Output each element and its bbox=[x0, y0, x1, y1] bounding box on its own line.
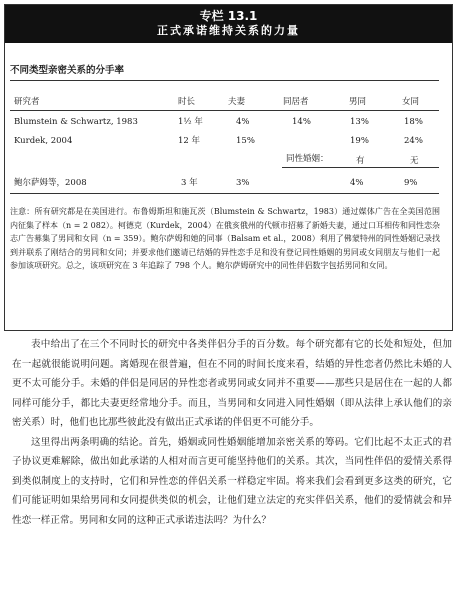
body-paragraph: 表中给出了在三个不同时长的研究中各类伴侣分手的百分数。每个研究都有它的长处和短处，但加在一起就很能说明问题。离婚现在很普遍，但在不同的时间长度来看，结婚的异性恋者仍然比未婚的人更不太可能分手。未婚的伴侣是同居的异性恋者或男同或女同并不重要——那些只是居住在一起的人都同样可能分手，都比夫妻更经常地分手。而且，当男同和女同进入同性婚姻（即从法律上承认他们的亲密关系）时，他们也比那些彼此没有做出正式承诺的伴侣更不可能分手。 bbox=[12, 339, 452, 428]
table-cell: 12 年 bbox=[178, 136, 201, 146]
subheader-rule bbox=[282, 167, 439, 168]
table-cell: 15% bbox=[236, 136, 255, 146]
table-cell: 14% bbox=[292, 117, 311, 127]
table-cell: 18% bbox=[404, 117, 423, 127]
box-header bbox=[5, 5, 452, 43]
col-header-cohabiting: 同居者 bbox=[283, 97, 309, 107]
col-header-lesbian: 女同 bbox=[402, 97, 420, 107]
table-cell: 鲍尔萨姆等，2008 bbox=[14, 178, 87, 188]
same-sex-marriage-no: 无 bbox=[410, 156, 419, 166]
box-title: 正式承诺维持关系的力量 bbox=[157, 24, 300, 37]
table-cell: Blumstein & Schwartz, 1983 bbox=[14, 117, 138, 127]
table-header-rule bbox=[10, 110, 439, 111]
col-header-duration: 时长 bbox=[178, 97, 196, 107]
same-sex-marriage-label: 同性婚姻： bbox=[286, 154, 329, 164]
table-top-rule bbox=[10, 80, 439, 81]
table-cell: 24% bbox=[404, 136, 423, 146]
table-cell: 3 年 bbox=[181, 178, 198, 188]
table-cell: 1½ 年 bbox=[178, 117, 203, 127]
table-cell: 4% bbox=[350, 178, 364, 188]
table-cell: 4% bbox=[236, 117, 250, 127]
body-paragraph: 这里得出两条明确的结论。首先，婚姻或同性婚姻能增加亲密关系的筹码。它们比起不太正式的君子协议更难解除，做出如此承诺的人相对而言更可能坚持他们的关系。其次，当同性伴侣的爱情关系得到类似制度上的支持时，它们和异性恋的伴侣关系一样稳定牢固。将来我们会看到更多这类的研究，它们可能证明如果给男同和女同提供类似的机会，让他们建立法定的充实伴侣关系，他们的爱情就会和异性恋一样正常。男同和女同的这种正式承诺违法吗？为什么？ bbox=[12, 436, 452, 526]
body-text bbox=[12, 335, 452, 530]
table-cell: 3% bbox=[236, 178, 250, 188]
table-title: 不同类型亲密关系的分手率 bbox=[10, 65, 125, 76]
table-note: 注意：所有研究都是在美国进行。布鲁姆斯坦和施瓦茨（Blumstein & Schwartz，1983）通过媒体广告在全美国范围内征集了样本（n = 2 082）。柯德克（Kurdek，2004）在俄亥俄州的代顿市招募了新婚夫妻，通过口耳相传和同性恋杂志广告募集了男同和女同（n = 359）。鲍尔萨姆和她的同事（Balsam et al.，2008）利用了佛蒙特州的同性婚姻记录找到并联系了刚结合的男同和女同；并要求他们邀请已结婚的异性恋手足和没有登记同性婚姻的男同或女同朋友与他们一起参加该项研究。总之，该项研究在 3 年追踪了 798 个人。鲍尔萨姆研究中的同性伴侣数字包括男同和女同。 bbox=[10, 207, 440, 271]
table-bottom-rule bbox=[10, 193, 439, 194]
table-cell: 19% bbox=[350, 136, 369, 146]
col-header-researcher: 研究者 bbox=[14, 97, 40, 107]
same-sex-marriage-yes: 有 bbox=[356, 156, 365, 166]
table-cell: 9% bbox=[404, 178, 418, 188]
table-cell: Kurdek, 2004 bbox=[14, 136, 73, 146]
box-label: 专栏 13.1 bbox=[199, 9, 258, 23]
col-header-married: 夫妻 bbox=[228, 97, 246, 107]
col-header-gay: 男同 bbox=[349, 97, 367, 107]
table-cell: 13% bbox=[350, 117, 369, 127]
